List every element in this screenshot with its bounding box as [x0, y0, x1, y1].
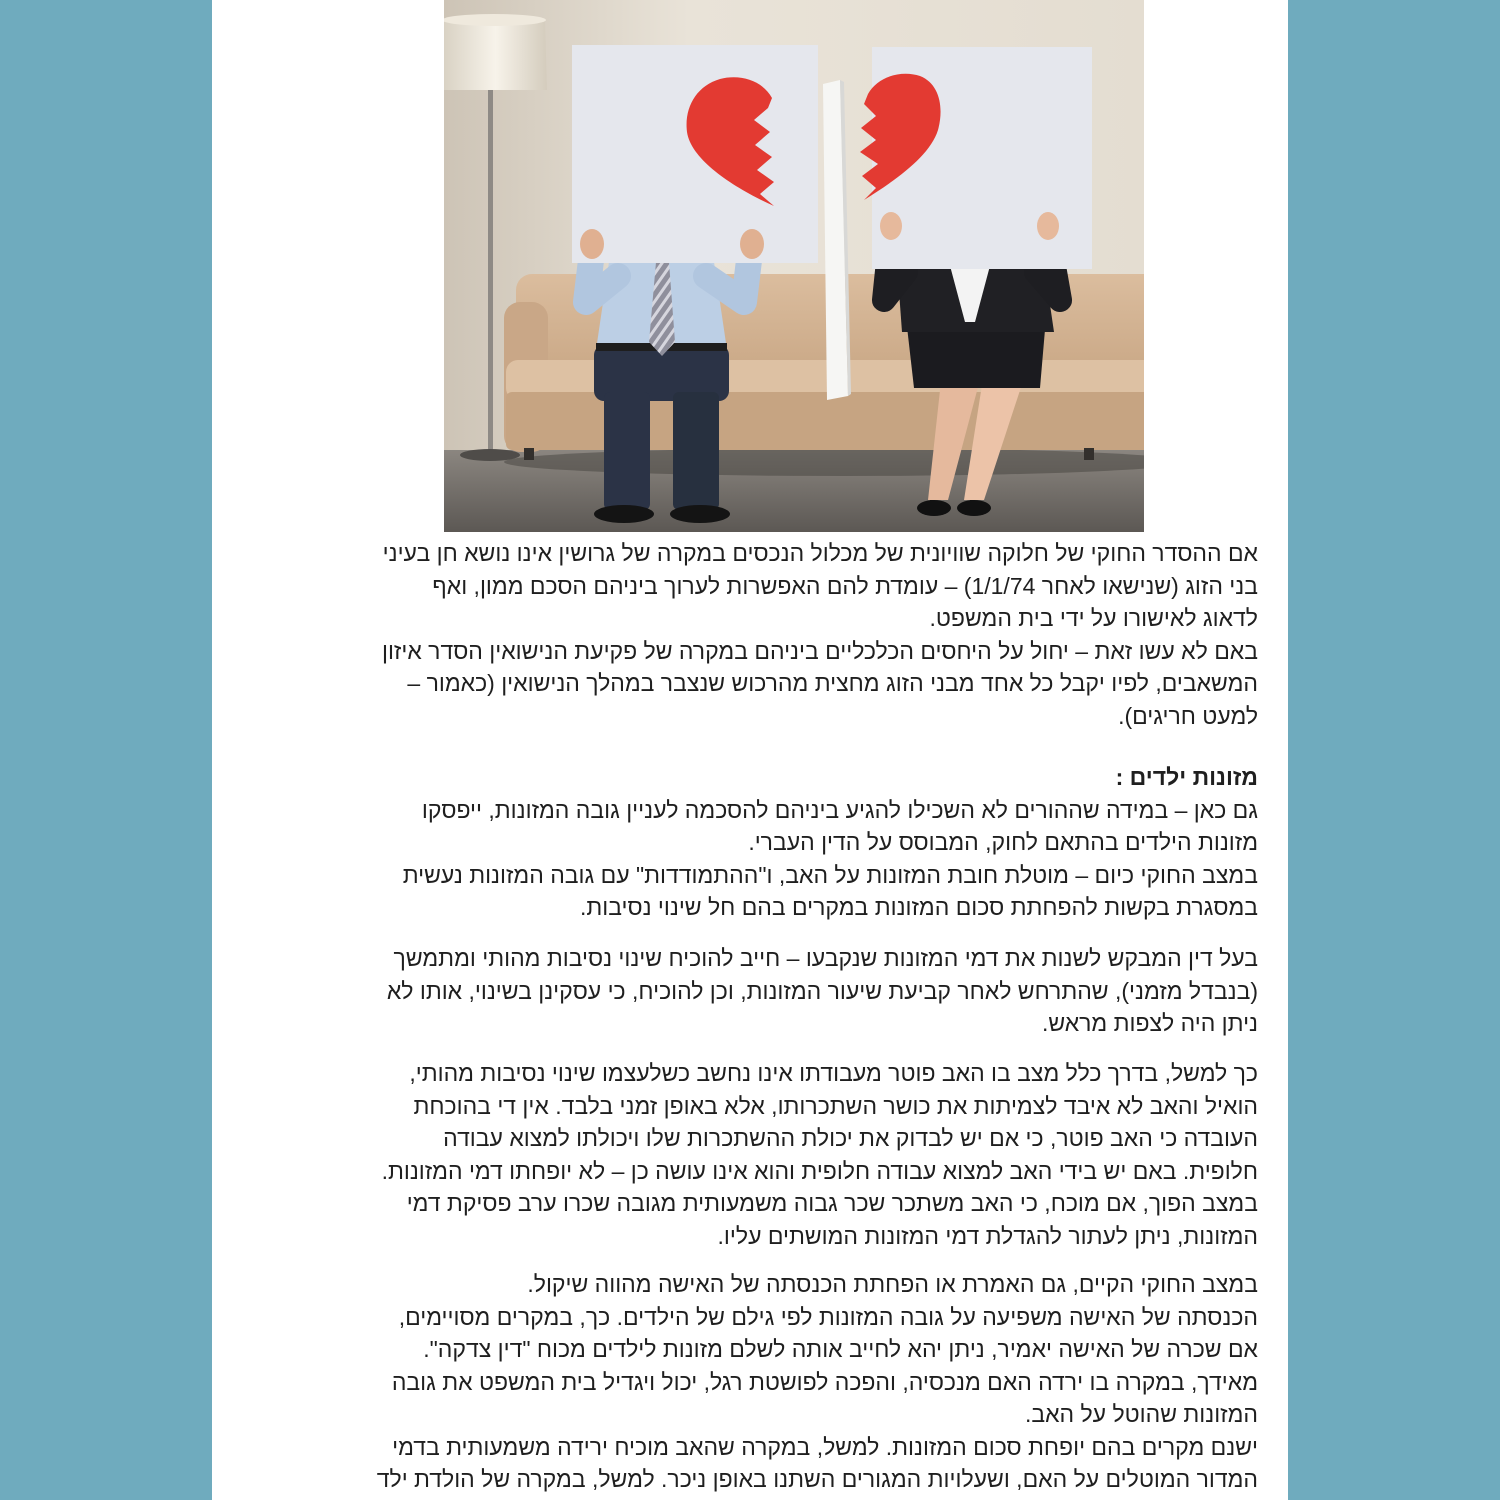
- section-heading: מזונות ילדים :: [1115, 764, 1258, 790]
- body-line: אם ההסדר החוקי של חלוקה שוויונית של מכלול הנכסים במקרה של גרושין אינו נושא חן בעיני: [382, 540, 1258, 566]
- body-line: במצב החוקי כיום – מוטלת חובת המזונות על האב, ו"ההתמודדות" עם גובה המזונות נעשית: [402, 861, 1258, 888]
- paragraph: [258, 1268, 1258, 1496]
- body-line: העובדה כי האב פוטר, כי אם יש לבדוק את יכולת ההשתכרות שלו ויכולתו למצוא עבודה: [443, 1125, 1258, 1151]
- body-line: ישנם מקרים בהם יופחת סכום המזונות. למשל, במקרה שהאב מוכיח ירידה משמעותית בדמי: [392, 1433, 1258, 1460]
- left-sign: [572, 45, 818, 263]
- body-line: בני הזוג (שנישאו לאחר 1/1/74) – עומדת להם האפשרות לערוך ביניהם הסכם ממון, ואף: [432, 572, 1258, 599]
- photo-illustration: [444, 0, 1144, 532]
- body-line: כך למשל, בדרך כלל מצב בו האב פוטר מעבודתו אינו נחשב כשלעצמו שינוי נסיבות מהותי,: [409, 1060, 1258, 1086]
- body-line: הכנסתה של האישה משפיעה על גובה המזונות לפי גילם של הילדים. כך, במקרים מסויימים,: [398, 1303, 1258, 1330]
- body-line: במסגרת בקשות להפחתת סכום המזונות במקרים בהם חל שינוי נסיבות.: [579, 894, 1258, 920]
- article-text: [258, 537, 1258, 1496]
- paragraph: [258, 794, 1258, 924]
- body-line: לדאוג לאישורו על ידי בית המשפט.: [929, 605, 1258, 631]
- paragraph: [258, 942, 1258, 1040]
- body-line: (בנבדל מזמני), שהתרחש לאחר קביעת שיעור המזונות, וכן להוכיח, כי עסקינן בשינוי, אותו לא: [386, 977, 1258, 1004]
- body-line: ניתן היה לצפות מראש.: [1041, 1010, 1258, 1036]
- body-line: מאידך, במקרה בו ירדה האם מנכסיה, והפכה לפושטת רגל, יכול ויגדיל בית המשפט את גובה: [391, 1368, 1258, 1395]
- paragraph: [258, 1057, 1258, 1252]
- body-line: במצב הפוך, אם מוכח, כי האב משתכר שכר גבוה משמעותית מגובה שכרו ערב פסיקת דמי: [406, 1190, 1258, 1216]
- body-line: המזונות שהוטל על האב.: [1024, 1401, 1258, 1427]
- body-line: מזונות הילדים בהתאם לחוק, המבוסס על הדין העברי.: [748, 829, 1258, 855]
- body-line: באם לא עשו זאת – יחול על היחסים הכלכליים ביניהם במקרה של פקיעת הנישואין הסדר איזון: [381, 637, 1258, 664]
- body-line: אם שכרה של האישה יאמיר, ניתן יהא לחייב אותה לשלם מזונות לילדים מכוח "דין צדקה".: [423, 1336, 1258, 1362]
- body-line: הואיל והאב לא איבד לצמיתות את כושר השתכרותו, אלא באופן זמני בלבד. אין די בהוכחת: [413, 1092, 1258, 1119]
- body-line: גם כאן – במידה שההורים לא השכילו להגיע ביניהם להסכמה לעניין גובה המזונות, ייפסקו: [421, 796, 1258, 823]
- body-line: במצב החוקי הקיים, גם האמרת או הפחתת הכנסתה של האישה מהווה שיקול.: [527, 1271, 1258, 1297]
- body-line: בעל דין המבקש לשנות את דמי המזונות שנקבעו – חייב להוכיח שינוי נסיבות מהותי ומתמשך: [393, 945, 1258, 971]
- body-line: המזונות, ניתן לעתור להגדלת דמי המזונות המושתים עליו.: [717, 1222, 1258, 1249]
- intro-paragraph: [258, 537, 1258, 732]
- body-line: המשאבים, לפיו יקבל כל אחד מבני הזוג מחצית מהרכוש שנצבר במהלך הנישואין (כאמור –: [407, 670, 1258, 696]
- body-line: חלופית. באם יש בידי האב למצוא עבודה חלופית והוא אינו עושה כן – לא יופחתו דמי המזונות.: [381, 1157, 1258, 1184]
- body-line: למעט חריגים).: [1118, 702, 1258, 729]
- photo: [444, 0, 1144, 532]
- body-line: המדור המוטלים על האם, ושעלויות המגורים השתנו באופן ניכר. למשל, במקרה של הולדת ילד: [376, 1466, 1258, 1492]
